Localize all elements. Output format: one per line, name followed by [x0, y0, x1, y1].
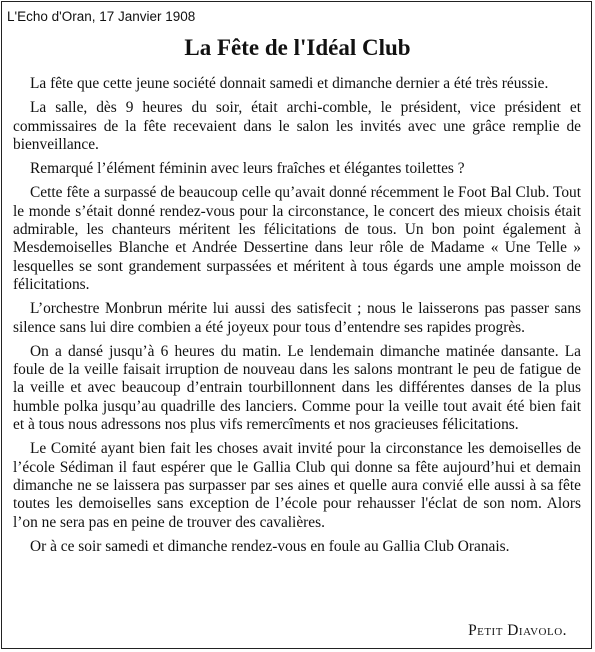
paragraph: La salle, dès 9 heures du soir, était archi-comble, le président, vice président et commissaires de la fête recevaient dans le salon les invités avec une grâce remplie de bienveillance.	[13, 99, 581, 153]
paragraph: Or à ce soir samedi et dimanche rendez-vous en foule au Gallia Club Oranais.	[30, 537, 510, 555]
paragraph: Remarqué l’élément féminin avec leurs fraîches et élégantes toilettes ?	[30, 160, 465, 178]
paragraph: Cette fête a surpassé de beaucoup celle qu’avait donné récemment le Foot Bal Club. Tout le monde s’était donné rendez-vous pour la circonstance, le concert des mieux choisis était admirable, les chanteurs méritent les félicitations de tous. Un bon point également à Mesdemoiselles Blanche et Andrée Dessertine dans leur rôle de Madame « Une Telle » lesquelles se sont grandement surpassées et méritent à tous égards une ample moisson de félicitations.	[13, 184, 581, 293]
author-signature: Petit Diavolo.	[468, 622, 567, 639]
article-body	[13, 75, 581, 562]
source-line: L'Echo d'Oran, 17 Janvier 1908	[7, 9, 196, 24]
article-title: La Fête de l'Idéal Club	[184, 35, 411, 60]
paragraph: Le Comité ayant bien fait les choses avait invité pour la circonstance les demoiselles de l’école Sédiman il faut espérer que le Gallia Club qui donne sa fête aujourd’hui et demain dimanche ne se laissera pas surpasser par ses aines et quelle aura convié elle aussi à sa fête toutes les demoiselles sans exception de l’école pour rehausser l'éclat de son nom. Alors l’on ne sera pas en peine de trouver des cavalières.	[13, 440, 581, 531]
paragraph: La fête que cette jeune société donnait samedi et dimanche dernier a été très réussie.	[30, 75, 549, 92]
paragraph: L’orchestre Monbrun mérite lui aussi des satisfecit ; nous le laisserons pas passer sans silence sans lui dire combien a été joyeux pour tous d’entendre ses rapides progrès.	[13, 300, 581, 336]
paragraph: On a dansé jusqu’à 6 heures du matin. Le lendemain dimanche matinée dansante. La foule de la veille faisait irruption de nouveau dans les salons montrant le peu de fatigue de la veille et avec beaucoup d’entrain tourbillonnent dans les différentes danses de la plus humble polka jusqu’au quadrille des lanciers. Comme pour la veille tout avait été bien fait et à tous nous adressons nos plus vifs remercîments et nos gracieuses félicitations.	[13, 342, 581, 434]
